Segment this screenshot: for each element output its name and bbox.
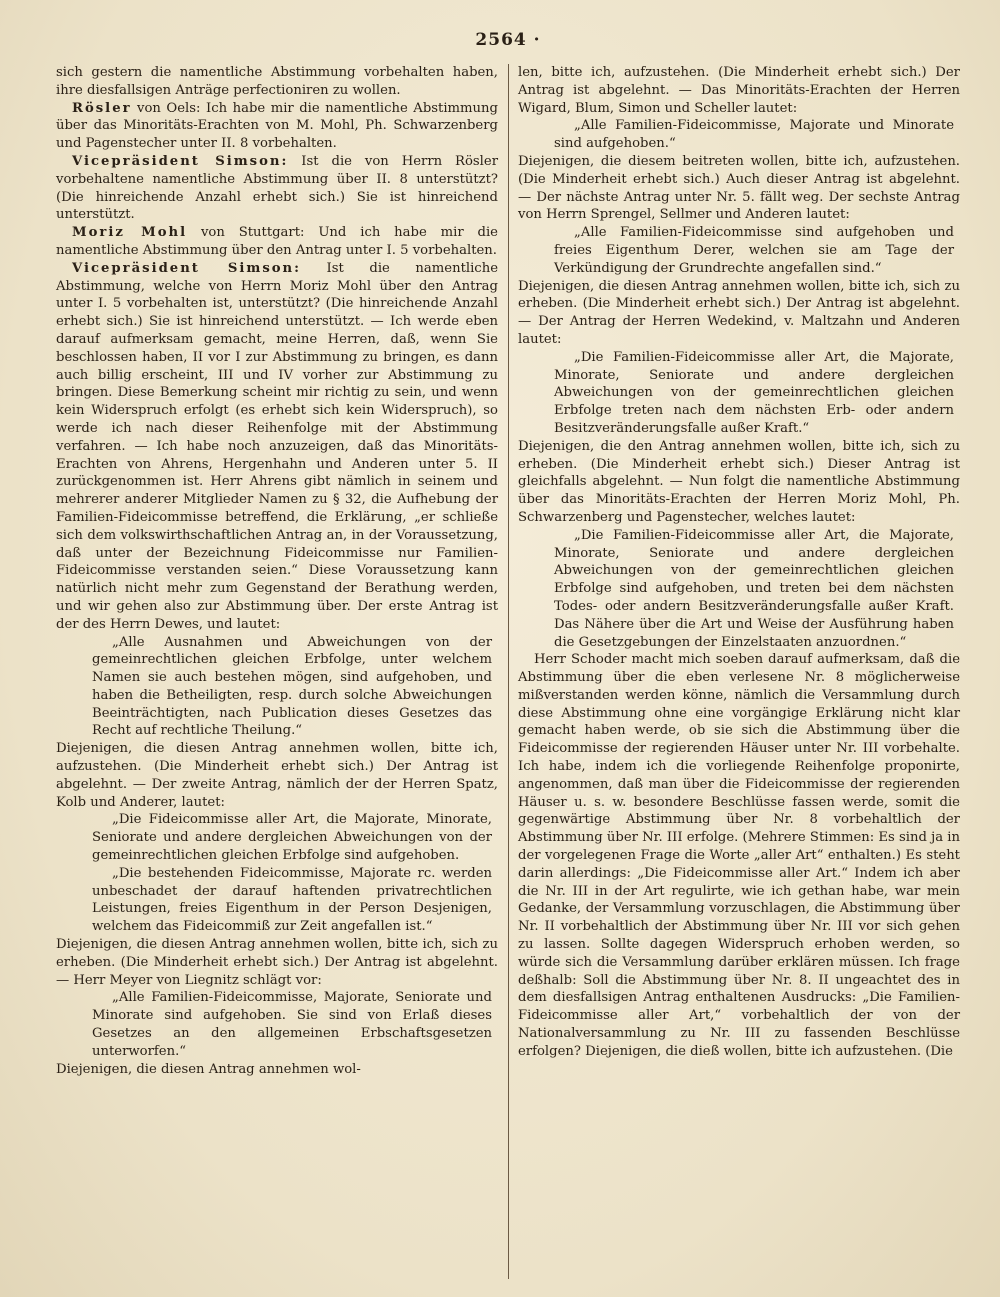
paragraph-text: „Alle Familien-Fideicommisse, Majorate und Minorate sind aufgehoben.“ [554, 118, 954, 152]
paragraph [56, 740, 498, 811]
paragraph [56, 153, 498, 224]
paragraph [518, 438, 960, 527]
text-columns [56, 64, 960, 1279]
paragraph [518, 349, 960, 438]
paragraph-text: len, bitte ich, aufzustehen. (Die Minderheit erhebt sich.) Der Antrag ist abgelehnt. — Das Minoritäts-Erachten der Herren Wigard, Blum, Simon und Scheller lautet: [518, 65, 960, 116]
paragraph-text: „Die Familien-Fideicommisse aller Art, die Majorate, Minorate, Seniorate und andere dergleichen Abweichungen von der gemeinrechtlichen gleichen Erbfolge sind aufgehoben, und treten bei dem nächsten Todes- oder andern Besitzveränderungsfalle außer Kraft. Das Nähere über die Art und Weise der Ausführung haben die Gesetzgebungen der Einzelstaaten anzuordnen.“ [554, 527, 954, 650]
paragraph [56, 811, 498, 864]
paragraph-text: Diejenigen, die diesem beitreten wollen, bitte ich, aufzustehen. (Die Minderheit erhebt sich.) Auch dieser Antrag ist abgelehnt. — Der nächste Antrag unter Nr. 5. fällt weg. Der sechste Antrag von Herrn Sprengel, Sellmer und Anderen lautet: [518, 153, 960, 223]
paragraph-text: Ist die namentliche Abstimmung, welche von Herrn Moriz Mohl über den Antrag unter I. 5 vorbehalten ist, unterstützt? (Die hinreichende Anzahl erhebt sich.) Sie ist hinreichend unterstützt. — Ich werde eben darauf aufmerksam gemacht, meine Herren, daß, wenn Sie beschlossen haben, II vor I zur Abstimmung zu bringen, es dann auch billig erscheint, III und IV vorher zur Abstimmung zu bringen. Diese Bemerkung scheint mir richtig zu sein, und wenn kein Widerspruch erfolgt (es erhebt sich kein Widerspruch), so werde ich nach dieser Reihenfolge mit der Abstimmung verfahren. — Ich habe noch anzuzeigen, daß das Minoritäts-Erachten von Ahrens, Hergenhahn und Anderen unter 5. II zurückgenommen ist. Herr Ahrens gibt nämlich in seinem und mehrerer anderer Mitglieder Namen zu § 32, die Aufhebung der Familien-Fideicommisse betreffend, die Erklärung, „er schließe sich dem volkswirthschaftlichen Antrag an, in der Voraussetzung, daß unter der Bezeichnung Fideicommisse nur Familien-Fideicommisse verstanden seien.“ Diese Voraussetzung kann natürlich nicht mehr zum Gegenstand der Berathung werden, und wir gehen also zur Abstimmung über. Der erste Antrag ist der des Herrn Dewes, und lautet: [56, 260, 498, 632]
paragraph-text: Diejenigen, die diesen Antrag annehmen wol- [56, 1061, 361, 1077]
paragraph-text: von Oels: Ich habe mir die namentliche Abstimmung über das Minoritäts-Erachten von M. Mohl, Ph. Schwarzenberg und Pagenstecher unter II. 8 vorbehalten. [56, 100, 498, 152]
paragraph [518, 153, 960, 224]
speaker-name: Vicepräsident Simson: [72, 260, 301, 276]
paragraph [56, 224, 498, 260]
paragraph [56, 989, 498, 1060]
page-number: 2564 · [475, 30, 541, 50]
paragraph-text: Diejenigen, die diesen Antrag annehmen wollen, bitte ich, aufzustehen. (Die Minderheit erhebt sich.) Der Antrag ist abgelehnt. — Der zweite Antrag, nämlich der der Herren Spatz, Kolb und Anderer, lautet: [56, 741, 498, 810]
paragraph-text: von Stuttgart: Und ich habe mir die namentliche Abstimmung über den Antrag unter I. 5 vorbehalten. [56, 225, 498, 258]
paragraph-text: Diejenigen, die den Antrag annehmen wollen, bitte ich, sich zu erheben. (Die Minderheit erhebt sich.) Dieser Antrag ist gleichfalls abgelehnt. — Nun folgt die namentliche Abstimmung über das Minoritäts-Erachten der Herren Moriz Mohl, Ph. Schwarzenberg und Pagenstecher, welches lautet: [518, 438, 960, 525]
paragraph [56, 1061, 498, 1079]
speaker-name: Vicepräsident Simson: [72, 153, 289, 169]
paragraph-text: „Die Fideicommisse aller Art, die Majorate, Minorate, Seniorate und andere dergleichen Abweichungen von der gemeinrechtlichen gleichen Erbfolge sind aufgehoben. [92, 812, 492, 864]
left-column [56, 64, 498, 1279]
speaker-name: Rösler [72, 100, 132, 116]
paragraph-text: „Die bestehenden Fideicommisse, Majorate rc. werden unbeschadet der darauf haftenden privatrechtlichen Leistungen, freies Eigenthum in der Person Desjenigen, welchem das Fideicommiß zur Zeit angefallen ist.“ [92, 865, 492, 935]
paragraph-text: Herr Schoder macht mich soeben darauf aufmerksam, daß die Abstimmung über die eben verlesene Nr. 8 möglicherweise mißverstanden werden könne, nämlich die Versammlung durch diese Abstimmung ohne eine vorgängige Erklärung nicht klar gemacht haben werde, ob sie sich die Abstimmung über die Fideicommisse der regierenden Häuser unter Nr. III vorbehalte. Ich habe, indem ich die vorliegende Reihenfolge proponirte, angenommen, daß man über die Fideicommisse der regierenden Häuser u. s. w. besondere Beschlüsse fassen werde, somit die gegenwärtige Abstimmung über Nr. 8 vorbehaltlich der Abstimmung über Nr. III erfolge. (Mehrere Stimmen: Es sind ja in der vorgelegenen Frage die Worte „aller Art“ enthalten.) Es steht darin allerdings: „Die Fideicommisse aller Art.“ Indem ich aber die Nr. III in der Art regulirte, wie ich gethan habe, war mein Gedanke, der Versammlung vorzuschlagen, die Abstimmung über Nr. II vorbehaltlich der Abstimmung über Nr. III vor sich gehen zu lassen. Sollte dagegen Widerspruch erhoben werden, so würde sich die Versammlung darüber erklären müssen. Ich frage deßhalb: Soll die Abstimmung über Nr. 8. II ungeachtet des in dem diesfallsigen Antrag enthaltenen Ausdrucks: „Die Familien-Fideicommisse aller Art,“ vorbehaltlich der von der Nationalversammlung zu Nr. III zu fassenden Beschlüsse erfolgen? Diejenigen, die dieß wollen, bitte ich aufzustehen. (Die [518, 652, 960, 1059]
paragraph [518, 117, 960, 153]
paragraph [56, 865, 498, 936]
paragraph [518, 278, 960, 349]
paragraph-text: Ist die von Herrn Rösler vorbehaltene namentliche Abstimmung über II. 8 unterstützt? (Die hinreichende Anzahl erhebt sich.) Sie ist hinreichend unterstützt. [56, 153, 499, 223]
paragraph [56, 64, 498, 100]
right-column [518, 64, 960, 1279]
paragraph [518, 527, 960, 652]
paragraph [56, 100, 498, 153]
paragraph-text: sich gestern die namentliche Abstimmung vorbehalten haben, ihre diesfallsigen Anträge perfectioniren zu wollen. [56, 65, 498, 98]
paragraph [518, 224, 960, 277]
column-divider [508, 64, 509, 1279]
paragraph [56, 634, 498, 741]
speaker-name: Moriz Mohl [72, 225, 188, 241]
paragraph [56, 936, 498, 989]
paragraph-text: „Die Familien-Fideicommisse aller Art, die Majorate, Minorate, Seniorate und andere dergleichen Abweichungen von der gemeinrechtlichen gleichen Erbfolge treten nach dem nächsten Erb- oder andern Besitzveränderungsfalle außer Kraft.“ [554, 349, 954, 436]
paragraph [518, 64, 960, 117]
paragraph-text: „Alle Familien-Fideicommisse sind aufgehoben und freies Eigenthum Derer, welchen sie am Tage der Verkündigung der Grundrechte angefallen sind.“ [554, 225, 954, 276]
paragraph [518, 651, 960, 1060]
paragraph-text: Diejenigen, die diesen Antrag annehmen wollen, bitte ich, sich zu erheben. (Die Minderheit erhebt sich.) Der Antrag ist abgelehnt. — Herr Meyer von Liegnitz schlägt vor: [56, 937, 498, 988]
paragraph-text: Diejenigen, die diesen Antrag annehmen wollen, bitte ich, sich zu erheben. (Die Minderheit erhebt sich.) Der Antrag ist abgelehnt. — Der Antrag der Herren Wedekind, v. Maltzahn und Anderen lautet: [518, 278, 960, 347]
paragraph [56, 260, 498, 634]
paragraph-text: „Alle Ausnahmen und Abweichungen von der gemeinrechtlichen gleichen Erbfolge, unter welchem Namen sie auch bestehen mögen, sind aufgehoben, und haben die Betheiligten, resp. durch solche Abweichungen Beeinträchtigten, nach Publication dieses Gesetzes das Recht auf rechtliche Theilung.“ [92, 634, 492, 739]
paragraph-text: „Alle Familien-Fideicommisse, Majorate, Seniorate und Minorate sind aufgehoben. Sie sind von Erlaß dieses Gesetzes an den allgemeinen Erbschaftsgesetzen unterworfen.“ [92, 990, 492, 1059]
